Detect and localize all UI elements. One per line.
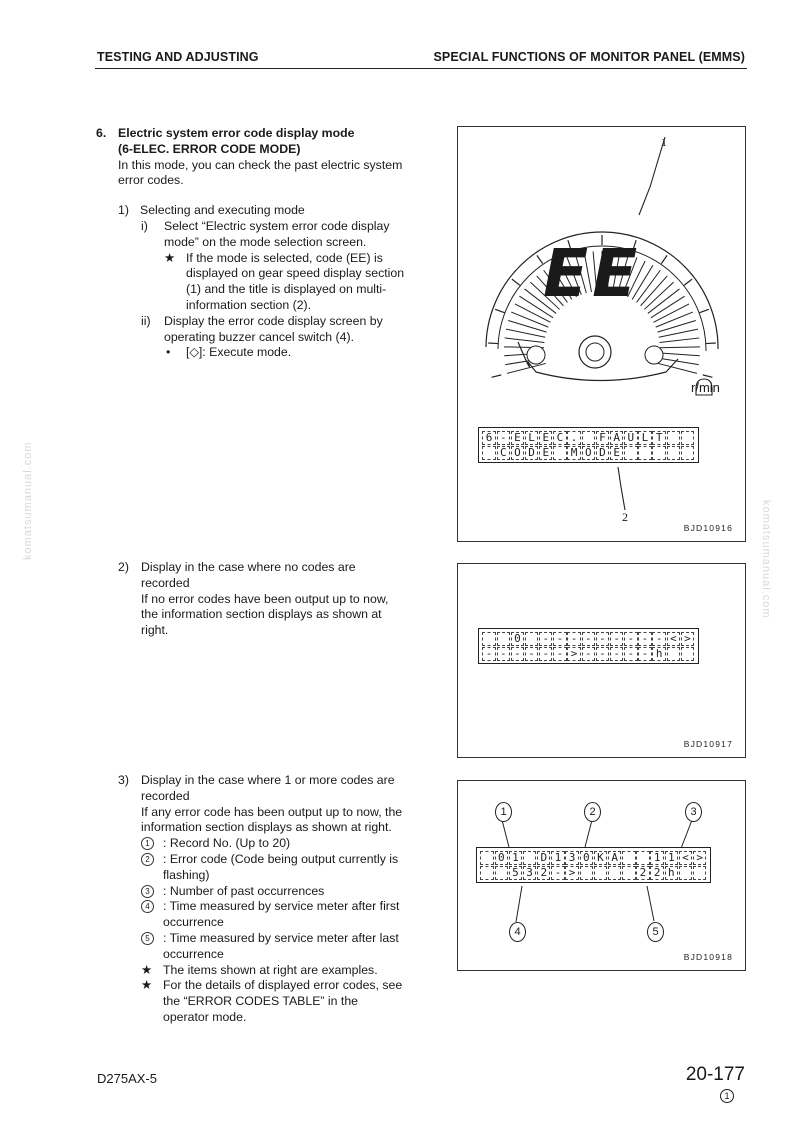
lcd-cell bbox=[622, 851, 635, 865]
header-rule bbox=[95, 68, 747, 69]
lcd-cell bbox=[482, 632, 495, 646]
lcd-cell bbox=[523, 851, 536, 865]
lcd-cell bbox=[638, 446, 651, 460]
callout-1-label: 1 bbox=[661, 135, 667, 149]
footer-page-number: 20-177 bbox=[685, 1064, 745, 1085]
lcd-cell: - bbox=[624, 647, 637, 661]
lcd-cell: > bbox=[567, 647, 580, 661]
gauge-segment bbox=[656, 312, 693, 327]
lcd-cell bbox=[679, 866, 692, 880]
lcd-cell: < bbox=[667, 632, 680, 646]
figure-gauge-panel bbox=[457, 126, 746, 542]
callout-3: 3 bbox=[685, 802, 702, 822]
lcd-cell: 2 bbox=[636, 866, 649, 880]
step1-i bbox=[96, 219, 406, 251]
lcd-cell: - bbox=[582, 647, 595, 661]
section-6-block bbox=[96, 126, 406, 361]
item-text: : Time measured by service meter after first occurrence bbox=[163, 899, 400, 930]
gauge-outer-segment bbox=[703, 375, 713, 377]
lcd-cell: - bbox=[553, 647, 566, 661]
lcd-row-1 bbox=[480, 850, 707, 865]
right-indicator-circle bbox=[645, 346, 663, 364]
circled-number: 2 bbox=[141, 853, 154, 866]
lcd-row-2 bbox=[480, 865, 707, 880]
lcd-cell bbox=[681, 446, 694, 460]
gauge-outer-segment bbox=[512, 279, 520, 285]
step1-bullet bbox=[96, 345, 406, 361]
lcd-cell bbox=[480, 866, 493, 880]
section-number: 6. bbox=[96, 126, 107, 140]
step1-ii-mark: ii) bbox=[141, 313, 151, 328]
lcd-cell: 6 bbox=[482, 431, 495, 445]
lcd-cell: h bbox=[665, 866, 678, 880]
multi-information-display bbox=[478, 628, 699, 664]
gauge-segment bbox=[660, 353, 700, 356]
lcd-row-1 bbox=[482, 631, 695, 646]
lcd-cell: - bbox=[638, 632, 651, 646]
multi-information-display bbox=[476, 847, 711, 883]
lcd-cell: L bbox=[525, 431, 538, 445]
step1-heading bbox=[96, 203, 406, 219]
gauge-segment bbox=[658, 363, 697, 373]
lcd-cell: C bbox=[553, 431, 566, 445]
lcd-cell bbox=[525, 632, 538, 646]
lcd-cell: . bbox=[567, 431, 580, 445]
step3-item-5 bbox=[118, 931, 406, 963]
lcd-cell: > bbox=[565, 866, 578, 880]
gauge-outer-segment bbox=[492, 375, 502, 377]
lcd-cell: - bbox=[539, 647, 552, 661]
step3-star2 bbox=[118, 978, 406, 1025]
lcd-cell bbox=[608, 866, 621, 880]
lcd-cell: 2 bbox=[537, 866, 550, 880]
lcd-cell: 1 bbox=[650, 851, 663, 865]
lcd-cell: - bbox=[652, 632, 665, 646]
star-icon: ★ bbox=[141, 978, 153, 993]
figure-3-id: BJD10918 bbox=[683, 952, 733, 962]
lcd-cell: D bbox=[596, 446, 609, 460]
step1-title: Selecting and executing mode bbox=[140, 203, 305, 218]
figure-codes-recorded bbox=[457, 780, 746, 971]
lcd-cell bbox=[580, 866, 593, 880]
step2-heading bbox=[118, 560, 406, 592]
item-2-text: Error code (Code being output currently is flashing) bbox=[163, 851, 399, 882]
callout-1: 1 bbox=[495, 802, 512, 822]
lcd-cell bbox=[681, 647, 694, 661]
lcd-cell bbox=[681, 431, 694, 445]
step3-item-3 bbox=[118, 884, 406, 900]
watermark-right: komatsumanual.com bbox=[760, 500, 772, 619]
footer-revision-mark: 1 bbox=[720, 1089, 734, 1103]
lcd-cell: D bbox=[537, 851, 550, 865]
lcd-cell: M bbox=[567, 446, 580, 460]
lcd-cell: F bbox=[596, 431, 609, 445]
lcd-cell: O bbox=[582, 446, 595, 460]
figure-2-id: BJD10917 bbox=[683, 739, 733, 749]
leader-5 bbox=[647, 886, 654, 921]
lcd-cell bbox=[495, 866, 508, 880]
lcd-cell: L bbox=[638, 431, 651, 445]
lcd-cell: - bbox=[511, 647, 524, 661]
lcd-cell bbox=[624, 446, 637, 460]
lcd-cell: - bbox=[610, 647, 623, 661]
lcd-cell bbox=[553, 446, 566, 460]
lcd-cell: - bbox=[551, 866, 564, 880]
buzzer-cancel-switch-inner bbox=[586, 343, 604, 361]
lcd-cell bbox=[636, 851, 649, 865]
lcd-cell: - bbox=[567, 632, 580, 646]
header-right: SPECIAL FUNCTIONS OF MONITOR PANEL (EMMS) bbox=[433, 50, 745, 64]
lcd-cell: - bbox=[624, 632, 637, 646]
item-text: : Error code (Code being output currently is flashing) bbox=[163, 851, 399, 882]
step3-star1 bbox=[118, 963, 406, 979]
section-heading bbox=[96, 126, 406, 142]
lcd-cell bbox=[693, 866, 706, 880]
lcd-cell: h bbox=[652, 647, 665, 661]
step3-text: If any error code has been output up to now, the information section displays as shown at right. bbox=[141, 804, 403, 835]
lcd-cell: T bbox=[652, 431, 665, 445]
callout-2-leader bbox=[618, 467, 625, 510]
lcd-cell: - bbox=[582, 632, 595, 646]
step1-star-text: If the mode is selected, code (EE) is displayed on gear speed display section (1) and the title is displayed on multi-information section (2). bbox=[186, 250, 405, 312]
circled-number: 3 bbox=[141, 885, 154, 898]
gauge-segment bbox=[511, 312, 548, 327]
lcd-row-2 bbox=[482, 445, 695, 460]
step1-i-text: Select “Electric system error code display mode” on the mode selection screen. bbox=[164, 218, 390, 249]
lcd-cell: - bbox=[610, 632, 623, 646]
step1-ii bbox=[96, 314, 406, 346]
lcd-cell: - bbox=[638, 647, 651, 661]
lcd-cell: 2 bbox=[650, 866, 663, 880]
left-indicator-circle bbox=[527, 346, 545, 364]
lcd-row-1 bbox=[482, 430, 695, 445]
bullet-icon: • bbox=[166, 345, 171, 360]
step2-text: If no error codes have been output up to now, the information section displays as shown at right. bbox=[141, 591, 389, 638]
footer-model: D275AX-5 bbox=[97, 1071, 157, 1086]
item-3-text: Number of past occurrences bbox=[169, 883, 325, 898]
step3-star1-text: The items shown at right are examples. bbox=[163, 962, 378, 977]
gauge-segment bbox=[660, 347, 700, 348]
step2-title: Display in the case where no codes are recorded bbox=[141, 560, 356, 590]
figure-1-id: BJD10916 bbox=[683, 523, 733, 533]
lcd-cell bbox=[497, 632, 510, 646]
gauge-outer-segment bbox=[495, 309, 504, 312]
step2-block bbox=[118, 560, 406, 639]
step1-star bbox=[96, 251, 406, 314]
item-text: : Number of past occurrences bbox=[163, 883, 325, 898]
item-1-text: Record No. (Up to 20) bbox=[169, 836, 291, 851]
gauge-outer-segment bbox=[706, 343, 716, 344]
gauge-drawing bbox=[458, 127, 745, 541]
step3-item-1 bbox=[118, 836, 406, 852]
lcd-cell: O bbox=[511, 446, 524, 460]
circled-number: 1 bbox=[141, 837, 154, 850]
step3-block bbox=[118, 773, 406, 1026]
section-title-line1: Electric system error code display mode bbox=[118, 126, 355, 140]
star-icon: ★ bbox=[141, 962, 153, 977]
lcd-cell: - bbox=[596, 647, 609, 661]
callout-4: 4 bbox=[509, 922, 526, 942]
callout-5: 5 bbox=[647, 922, 664, 942]
gear-speed-display: EE bbox=[543, 235, 642, 312]
lcd-cell: - bbox=[497, 647, 510, 661]
lcd-cell: E bbox=[539, 446, 552, 460]
lcd-row-2 bbox=[482, 646, 695, 661]
section-intro: In this mode, you can check the past electric system error codes. bbox=[118, 157, 403, 188]
lcd-cell: - bbox=[525, 647, 538, 661]
lcd-cell: 5 bbox=[509, 866, 522, 880]
lcd-cell: - bbox=[539, 632, 552, 646]
lcd-cell: E bbox=[539, 431, 552, 445]
lcd-cell bbox=[667, 647, 680, 661]
lcd-cell: - bbox=[596, 632, 609, 646]
step3-item-4 bbox=[118, 899, 406, 931]
gauge-outer-segment bbox=[661, 255, 667, 263]
step2-number: 2) bbox=[118, 560, 129, 574]
item-4-text: Time measured by service meter after first occurrence bbox=[163, 899, 400, 930]
lcd-cell: 0 bbox=[580, 851, 593, 865]
header-left: TESTING AND ADJUSTING bbox=[97, 50, 259, 64]
section-title-line2: (6-ELEC. ERROR CODE MODE) bbox=[118, 141, 301, 156]
star-icon: ★ bbox=[164, 250, 176, 265]
callout-2-label: 2 bbox=[622, 510, 628, 524]
gauge-segment bbox=[507, 363, 546, 373]
lcd-cell: 0 bbox=[495, 851, 508, 865]
lcd-cell: > bbox=[693, 851, 706, 865]
lcd-cell bbox=[652, 446, 665, 460]
lcd-cell: 3 bbox=[523, 866, 536, 880]
step3-number: 3) bbox=[118, 773, 129, 787]
step1-ii-text: Display the error code display screen by operating buzzer cancel switch (4). bbox=[164, 313, 383, 344]
lcd-cell: < bbox=[679, 851, 692, 865]
watermark-left: komatsumanual.com bbox=[22, 441, 34, 560]
gauge-segment bbox=[659, 358, 698, 364]
lcd-cell: D bbox=[525, 446, 538, 460]
gauge-segment bbox=[660, 338, 700, 343]
item-text: : Time measured by service meter after last occurrence bbox=[163, 930, 399, 961]
lcd-cell: 3 bbox=[565, 851, 578, 865]
gauge-segment bbox=[505, 338, 545, 343]
lcd-cell bbox=[582, 431, 595, 445]
circled-number: 4 bbox=[141, 900, 154, 913]
lcd-cell: 1 bbox=[665, 851, 678, 865]
lcd-cell: 1 bbox=[509, 851, 522, 865]
unit-label: r/min bbox=[691, 380, 720, 395]
leader-4 bbox=[516, 886, 522, 922]
figure-no-codes bbox=[457, 563, 746, 758]
lcd-cell: U bbox=[624, 431, 637, 445]
gauge-outer-segment bbox=[684, 279, 692, 285]
step1-bullet-text: [◇]: Execute mode. bbox=[186, 345, 292, 360]
gauge-outer-segment bbox=[488, 343, 498, 344]
step1-number: 1) bbox=[118, 203, 129, 218]
lcd-cell: - bbox=[497, 431, 510, 445]
lcd-cell bbox=[480, 851, 493, 865]
lcd-cell: C bbox=[497, 446, 510, 460]
lcd-cell bbox=[667, 446, 680, 460]
lcd-cell: K bbox=[594, 851, 607, 865]
circled-number: 5 bbox=[141, 932, 154, 945]
item-5-text: Time measured by service meter after last occurrence bbox=[163, 930, 399, 961]
lcd-cell: 1 bbox=[551, 851, 564, 865]
lcd-cell: - bbox=[553, 632, 566, 646]
step3-item-2 bbox=[118, 852, 406, 884]
lcd-cell: - bbox=[482, 647, 495, 661]
step1-i-mark: i) bbox=[141, 218, 148, 233]
multi-information-display bbox=[478, 427, 699, 463]
lcd-cell: 0 bbox=[511, 632, 524, 646]
item-text: : Record No. (Up to 20) bbox=[163, 836, 291, 851]
step3-star2-text: For the details of displayed error codes, see the “ERROR CODES TABLE” in the operator mode. bbox=[163, 978, 403, 1024]
lcd-cell bbox=[667, 431, 680, 445]
lcd-cell: E bbox=[511, 431, 524, 445]
lcd-cell: A bbox=[608, 851, 621, 865]
gauge-outer-segment bbox=[699, 309, 708, 312]
lcd-cell: E bbox=[610, 446, 623, 460]
step3-title: Display in the case where 1 or more codes are recorded bbox=[141, 773, 395, 803]
lcd-cell bbox=[622, 866, 635, 880]
lcd-cell bbox=[482, 446, 495, 460]
gauge-outer-segment bbox=[537, 255, 543, 263]
step3-heading bbox=[118, 773, 406, 805]
lcd-cell: > bbox=[681, 632, 694, 646]
callout-2: 2 bbox=[584, 802, 601, 822]
lcd-cell: A bbox=[610, 431, 623, 445]
lcd-cell bbox=[594, 866, 607, 880]
